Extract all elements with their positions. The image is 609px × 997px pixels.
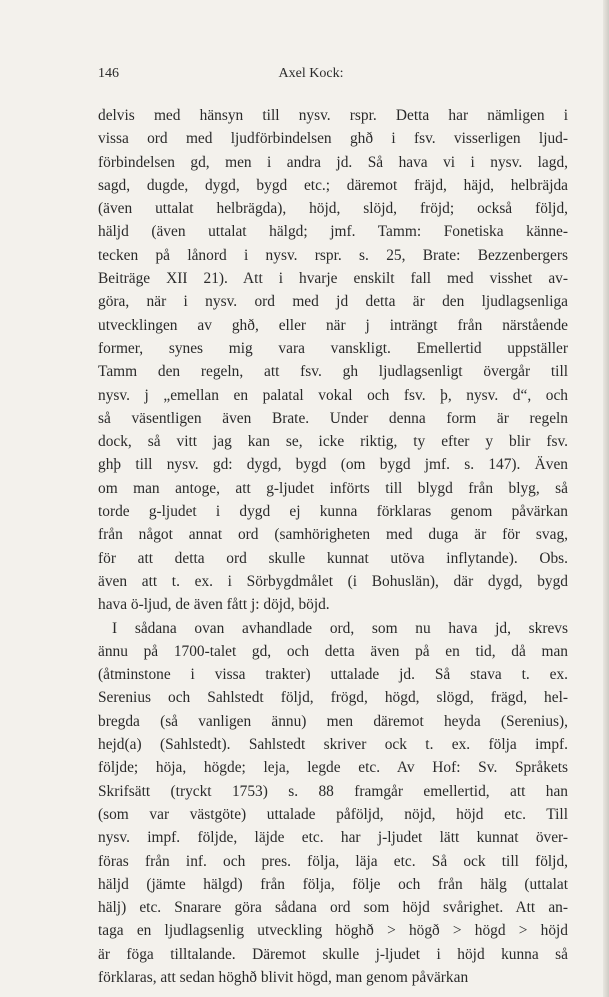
page-header	[98, 66, 524, 86]
text-line: hava ö-ljud, de även fått j: döjd, böjd.	[98, 596, 330, 614]
text-line: ghþ till nysv. gd: dygd, bygd (om bygd jmf. s. 147). Även	[98, 456, 568, 474]
text-line: nysv. impf. följde, läjde etc. har j-ljudet lätt kunnat över-	[98, 829, 568, 847]
text-line: från något annat ord (samhörigheten med duga är för svag,	[98, 526, 568, 544]
text-line: nysv. j „emellan en palatal vokal och fsv. þ, nysv. d“, och	[98, 386, 568, 404]
text-line: sagd, dugde, dygd, bygd etc.; däremot fräjd, häjd, helbräjda	[98, 176, 568, 194]
text-line: är föga tilltalande. Däremot skulle j-ljudet i höjd kunna så	[98, 945, 568, 963]
running-head: Axel Kock:	[278, 66, 344, 81]
text-line: hälj) etc. Snarare göra sådana ord som höjd svårighet. Att an-	[98, 899, 568, 917]
text-line: så väsentligen även Brate. Under denna form är regeln	[98, 409, 568, 427]
text-line: Tamm den regeln, att fsv. gh ljudlagsenligt övergår till	[98, 363, 568, 381]
text-line: (åtminstone i vissa trakter) uttalade jd. Så stava t. ex.	[98, 666, 568, 684]
text-line: för att detta ord skulle kunnat utöva inflytande). Obs.	[98, 549, 568, 567]
text-line: häljd (även uttalat hälgd; jmf. Tamm: Fonetiska känne-	[98, 223, 568, 241]
text-line: förbindelsen gd, men i andra jd. Så hava vi i nysv. lagd,	[98, 153, 568, 171]
text-line: Skrifsätt (tryckt 1753) s. 88 framgår emellertid, att han	[98, 782, 568, 800]
text-line: Beiträge XII 21). Att i hvarje enskilt fall med visshet av-	[98, 270, 568, 288]
text-line: göra, när i nysv. ord med jd detta är den ljudlagsenliga	[98, 293, 568, 311]
text-line: hejd(a) (Sahlstedt). Sahlstedt skriver ock t. ex. följa impf.	[98, 736, 568, 754]
body-text	[98, 104, 568, 989]
text-line: (som var västgöte) uttalade påföljd, nöjd, höjd etc. Till	[98, 805, 568, 823]
text-line: häljd (jämte hälgd) från följa, följe och från hälg (uttalat	[98, 875, 568, 893]
text-line: följde; höja, högde; leja, legde etc. Av Hof: Sv. Språkets	[98, 759, 568, 777]
page-number: 146	[98, 66, 119, 81]
text-line: dock, så vitt jag kan se, icke riktig, ty efter y blir fsv.	[98, 433, 568, 451]
text-line: former, synes mig vara vanskligt. Emellertid uppställer	[98, 339, 568, 357]
text-line: förklaras, att sedan höghð blivit högd, man genom påvärkan	[98, 968, 469, 986]
text-line: Serenius och Sahlstedt följd, frögd, högd, slögd, frägd, hel-	[98, 689, 568, 707]
text-line: vissa ord med ljudförbindelsen ghð i fsv. visserligen ljud-	[98, 130, 568, 148]
text-line: utvecklingen av ghð, eller när j inträngt från närstående	[98, 316, 568, 334]
text-line: föras från inf. och pres. följa, läja etc. Så ock till följd,	[98, 852, 568, 870]
text-line: I sådana ovan avhandlade ord, som nu hava jd, skrevs	[112, 619, 568, 637]
text-line: torde g-ljudet i dygd ej kunna förklaras genom påvärkan	[98, 503, 568, 521]
text-line: taga en ljudlagsenlig utveckling höghð > högð > högd > höjd	[98, 922, 568, 940]
text-line: bregda (så vanligen ännu) men däremot heyda (Serenius),	[98, 712, 568, 730]
text-line: om man antoge, att g-ljudet införts till blygd från blyg, så	[98, 479, 568, 497]
text-line: även att t. ex. i Sörbygdmålet (i Bohuslän), där dygd, bygd	[98, 572, 568, 590]
text-line: (även uttalat helbrägda), höjd, slöjd, fröjd; också följd,	[98, 200, 568, 218]
text-line: delvis med hänsyn till nysv. rspr. Detta har nämligen i	[98, 107, 568, 124]
text-line: ännu på 1700-talet gd, och detta även på en tid, då man	[98, 642, 568, 660]
text-line: tecken på lånord i nysv. rspr. s. 25, Brate: Bezzenbergers	[98, 246, 568, 264]
page-edge-shadow	[603, 0, 609, 997]
